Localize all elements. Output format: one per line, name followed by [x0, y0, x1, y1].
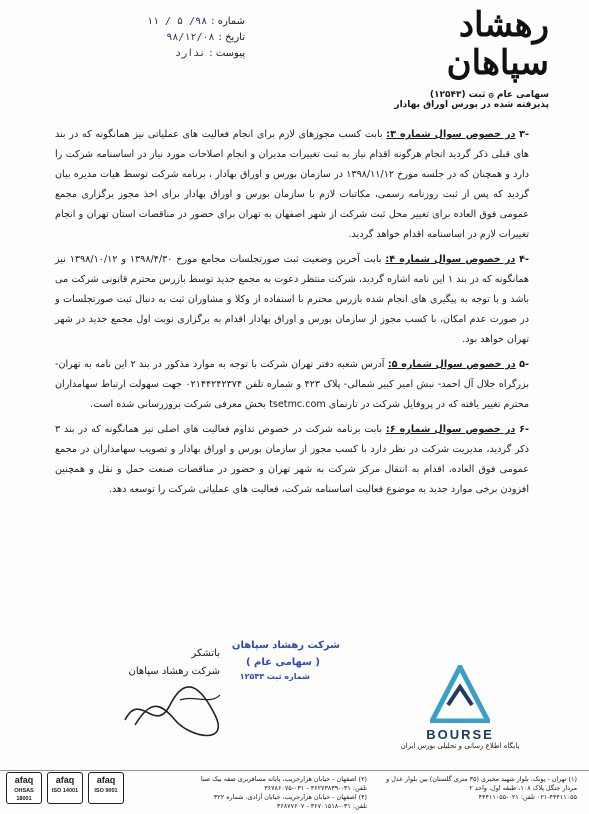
question-5 — [55, 355, 529, 415]
footer-address-2: (۲) اصفهان - خیابان هزارجریب، پایانه مسافربری صفه بیک صبا — [200, 775, 367, 783]
closing-block — [110, 645, 220, 681]
cert-standard: ISO 9001 — [94, 788, 118, 794]
letter-meta — [95, 14, 245, 62]
question-lead: در خصوص سوال شماره ۳: — [386, 129, 516, 140]
question-lead: در خصوص سوال شماره ۶: — [385, 424, 516, 435]
logo-mark: رهشاد سپاهان — [446, 5, 549, 83]
footer-address-1: (۱) تهران - پونک، بلوار شهید مخبری (۳۵ متری گلستان) بین بلوار عدل و مردار جنگل پلاک ۱۰۸، طبقه اول، واحد ۲ — [386, 775, 577, 792]
number-label: شماره : — [211, 16, 245, 27]
logo-listed: پذیرفته شده در بورس اوراق بهادار — [394, 100, 549, 110]
question-text: بابت آخرین وضعیت ثبت صورتجلسات مجامع مورخ ۱۳۹۸/۴/۳۰ و ۱۳۹۸/۱۰/۱۲ نیز همانگونه که در بند ۱ این نامه اشاره گردید، شرکت منتظر دعوت به مجمع جدید توسط بازرس محترم قانونی شرکت می باشد و با توجه به پیگیری های انجام شده بازرس محترم با استفاده از وکلا و مشاوران ثبت به دنبال ثبت صورتجلسات و در صورت عدم امکان، با کسب مجوز از سازمان بورس و اوراق بهادار اقدام به برگزاری نوبت اول مجمع جدید در شهر تهران خواهد بود. — [55, 254, 529, 345]
footer-address-3: (۴) اصفهان - خیابان هزارجریب، خیابان آزادی، شماره ۳۲۲ — [213, 793, 367, 801]
certification-badges — [6, 772, 124, 804]
date-label: تاریخ : — [218, 32, 245, 43]
cert-badge — [88, 772, 124, 804]
cert-brand: afaq — [96, 775, 116, 785]
number-value: ۹۸/ ۵ / ۱۱ — [146, 16, 208, 27]
attachment-row — [95, 46, 245, 62]
stamp-line-3: شماره ثبت ۱۲۵۴۳ — [239, 672, 310, 681]
cert-badge — [47, 772, 83, 804]
question-lead: در خصوص سوال شماره ۴: — [385, 254, 516, 265]
date-row — [95, 30, 245, 46]
bourse-word: BOURSE — [426, 727, 494, 742]
question-number: -۳ — [519, 129, 529, 140]
bourse-subtitle: پایگاه اطلاع رسانی و تحلیلی بورس ایران — [400, 742, 520, 750]
question-number: -۶ — [519, 424, 530, 435]
number-row — [95, 14, 245, 30]
footer-office-tehran — [377, 775, 577, 802]
attachment-value: ندارد — [175, 48, 206, 59]
question-text: آدرس شعبه دفتر تهران شرکت با توجه به موارد مذکور در بند ۲ این نامه به تهران- بزرگراه جلال آل احمد- نبش امیر کبیر شمالی- پلاک ۴۲۳ و شماره تلفن ۰۲۱۴۴۲۴۲۳۷۴ جهت سهولت ارتباط سهامداران محترم تغییر یافته که در پروفایل شرکت در تارنمای tsetmc.com بخش معرفی شرکت بروزرسانی شده است. — [55, 359, 529, 410]
bourse-emblem-icon — [430, 665, 490, 723]
bourse-logo — [400, 665, 520, 750]
closing-thanks: باتشکر — [191, 648, 220, 659]
question-number: -۴ — [519, 254, 529, 265]
stamp-line-2: ( سهامی عام ) — [246, 657, 320, 668]
closing-company: شرکت رهشاد سپاهان — [128, 666, 220, 677]
letter-body — [55, 125, 529, 505]
question-lead: در خصوص سوال شماره ۵: — [387, 359, 516, 370]
stamp-line-1: شرکت رهشاد سپاهان — [231, 640, 340, 651]
question-number: -۵ — [519, 359, 529, 370]
cert-brand: afaq — [14, 775, 34, 785]
attachment-label: پیوست : — [209, 48, 245, 59]
cert-brand: afaq — [55, 775, 75, 785]
footer-phone-2: تلفن: ۰۳۱-۳۶۲۷۳۸۳۹ - ۰۳۱-۳۶۷۸۶۰۷۵ — [264, 784, 367, 792]
company-logo — [389, 5, 549, 110]
date-value: ۹۸/۱۲/۰۸ — [166, 32, 215, 43]
footer-phone-1: ۰۲۱-۴۴۴۱۱۰۵۵ تلفن: ۰۲۱-۴۴۴۱۱۰۵۵ — [478, 793, 577, 801]
footer-phone-3: تلفن: ۰۳۱-۳۶۷۰۱۵۱۸ - ۳۶۸۷۷۶۰۷ — [276, 802, 367, 810]
logo-registration: سهامی عام ۞ ثبت (۱۲۵۴۳) — [429, 90, 549, 100]
question-text: بابت برنامه شرکت در خصوص تداوم فعالیت های اصلی نیز همانگونه که در بند ۳ ذکر گردید، مدیریت شرکت در نظر دارد با کسب مجوز از سازمان بورس و اوراق بهادار و تصویب سهامداران در مجمع عمومی فوق العاده، اقدام به انتقال مرکز شرکت به شهر تهران و حضور در مناقصات صنعت حمل و نقل و همچنین افزودن برخی موارد جدید به موضوع فعالیت اساسنامه شرکت، فعالیت های عملیاتی شرکت را توسعه دهد. — [55, 424, 529, 495]
question-6 — [55, 420, 529, 500]
footer-office-isfahan — [157, 775, 367, 811]
question-text: بابت کسب مجوزهای لازم برای انجام فعالیت های عملیاتی نیز همانگونه که در بند های قبلی ذکر گردید انجام هرگونه اقدام نیاز به ثبت تغییرات مدیران و انجام اصلاحات مورد نیاز در اساسنامه شرکت را دارد و همچنان که در جلسه مورخ ۱۳۹۸/۱۱/۱۲ در سازمان بورس و اوراق بهادار ، برنامه شرکت توسط هیات مدیره بیان گردید که پس از ثبت روزنامه رسمی، مکاتبات لازم با سازمان بورس و اوراق بهادار برای اخذ مجوز برگزاری مجمع عمومی فوق العاده برای تغییر محل ثبت شرکت از شهر اصفهان به تهران برای حضور در مناقصات استان تهران و انجام تغییرات لازم در اساسنامه اقدام خواهد گردید. — [55, 129, 529, 240]
question-4 — [55, 250, 529, 350]
cert-standard: ISO 14001 — [51, 788, 79, 794]
cert-standard: OHSAS 18001 — [14, 788, 34, 802]
signature-scribble — [120, 680, 230, 740]
question-3 — [55, 125, 529, 245]
cert-badge — [6, 772, 42, 804]
